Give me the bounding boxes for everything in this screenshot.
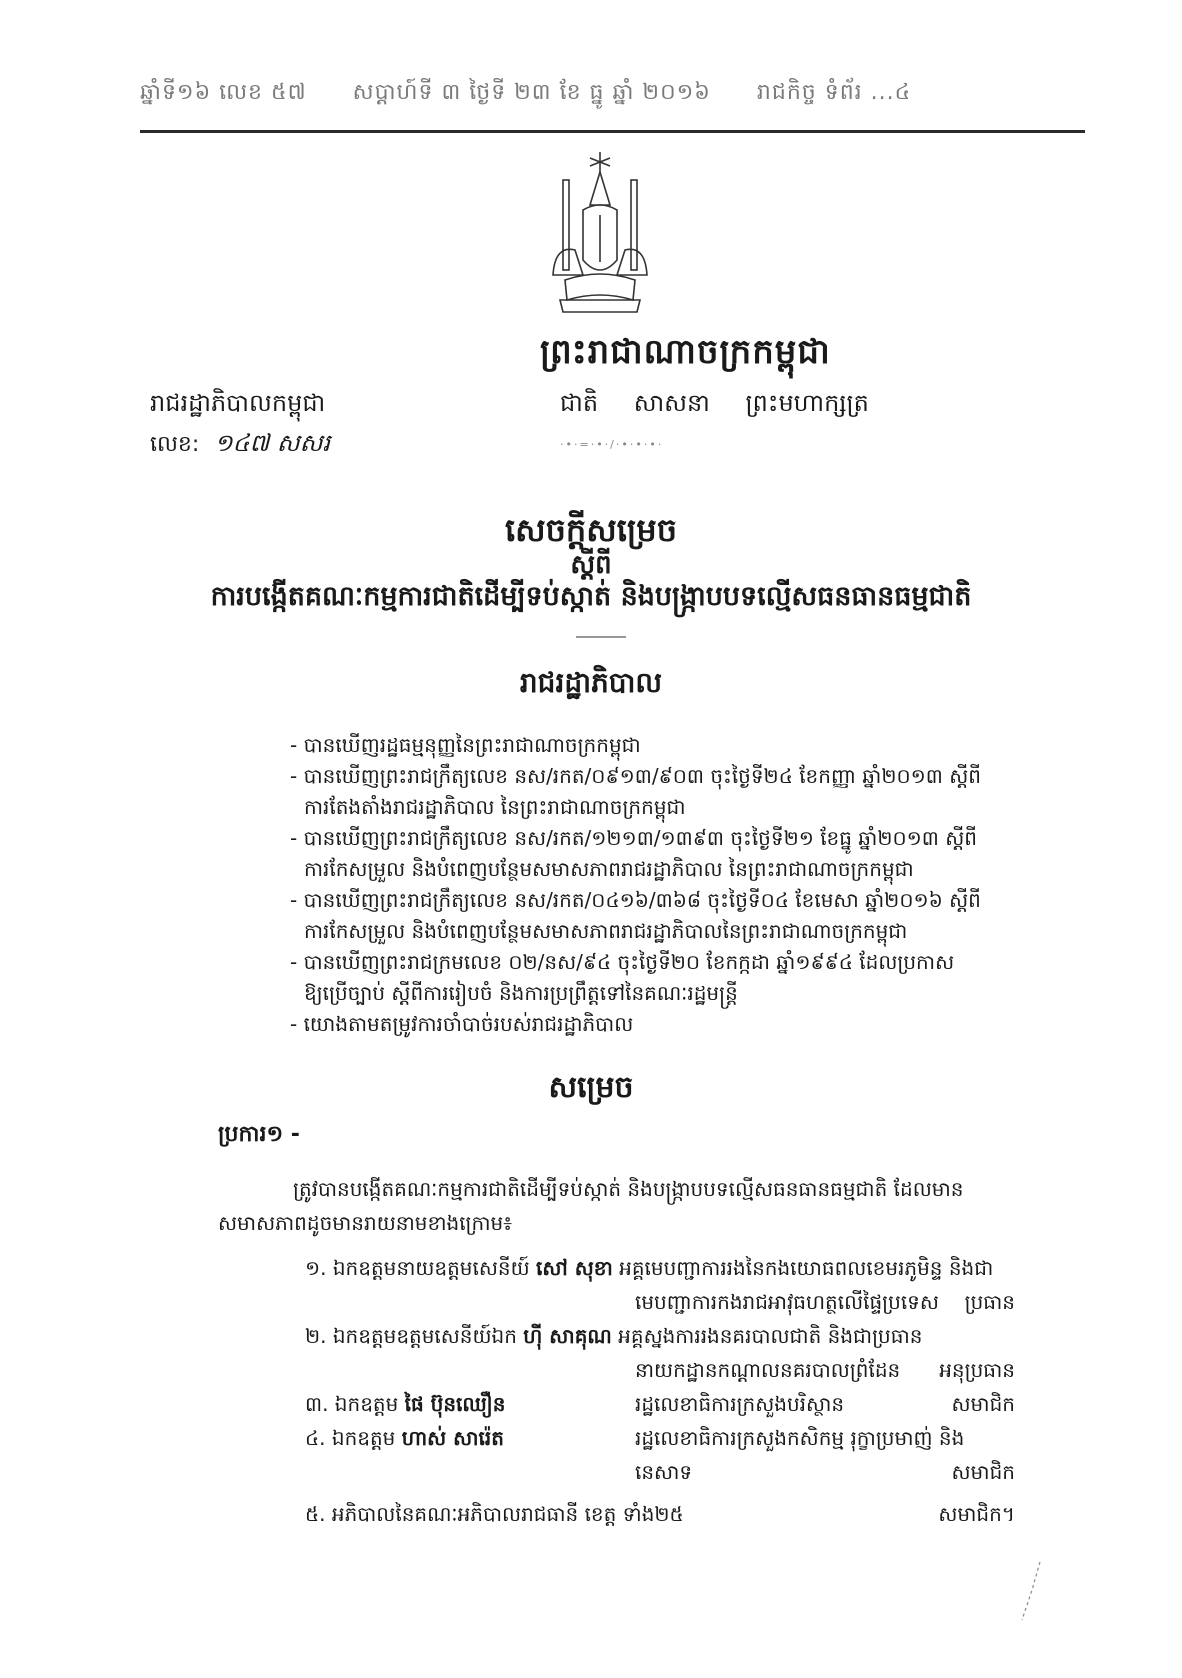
reference-handwritten-number: ១៤៧ សសរ <box>214 429 331 457</box>
decision-heading: សម្រេច <box>548 1070 634 1105</box>
member-title-name <box>305 1391 505 1421</box>
recital-item: - បានឃើញរដ្ឋធម្មនុញ្ញនៃព្រះរាជាណាចក្រកម្ពុជា <box>290 733 641 757</box>
gazette-page: រាជកិច្ច ទំព័រ ...៤ <box>756 80 912 105</box>
member-prefix: ១. ឯកឧត្តមនាយឧត្តមសេនីយ៍ <box>305 1256 530 1280</box>
member-name: ហ៊ី សាគុណ <box>523 1324 612 1348</box>
member-title-name <box>305 1255 993 1285</box>
reference-number <box>150 428 330 463</box>
member-position: អគ្គមេបញ្ជាការរងនៃកងយោធពលខេមរភូមិន្ទ និងជា <box>619 1256 994 1280</box>
recitals-list <box>290 730 1010 1040</box>
member-position-cont: មេបញ្ជាការកងរាជអាវុធហត្ថលើផ្ទៃប្រទេស <box>635 1290 939 1314</box>
government-heading: រាជរដ្ឋាភិបាល <box>519 666 663 699</box>
member-role: អនុប្រធាន <box>939 1358 1015 1382</box>
recital-item: - បានឃើញព្រះរាជក្រឹត្យលេខ នស/រកត/០៤១៦/៣៦៨ ចុះថ្ងៃទី០៤ ខែមេសា ឆ្នាំ២០១៦ ស្តីពី <box>290 888 981 912</box>
royal-coat-of-arms-icon <box>545 150 655 315</box>
gazette-volume: ឆ្នាំទី១៦ លេខ ៥៧ <box>140 80 307 105</box>
recital-item: - បានឃើញព្រះរាជក្រមលេខ ០២/នស/៩៤ ចុះថ្ងៃទី២០ ខែកក្កដា ឆ្នាំ១៩៩៤ ដែលប្រកាស <box>290 950 955 974</box>
member-title-name <box>305 1425 504 1455</box>
member-role: សមាជិក <box>951 1460 1015 1484</box>
recital-item: - យោងតាមតម្រូវការចាំបាច់របស់រាជរដ្ឋាភិបាល <box>290 1012 634 1036</box>
member-row <box>305 1425 1045 1459</box>
document-type-title: សេចក្តីសម្រេច <box>504 511 678 549</box>
member-row-cont <box>305 1459 1045 1493</box>
member-prefix: ២. ឯកឧត្តមឧត្តមសេនីយ៍ឯក <box>305 1324 517 1348</box>
member-title-name <box>305 1323 922 1353</box>
member-name: សៅ សុខា <box>536 1256 613 1280</box>
reference-label: លេខ: <box>150 432 200 457</box>
member-position-cont: នេសាទ <box>635 1460 693 1484</box>
member-name: ហាស់ សារ៉េត <box>401 1426 504 1450</box>
recital-item: - បានឃើញព្រះរាជក្រឹត្យលេខ នស/រកត/១២១៣/១៣៩៣ ចុះថ្ងៃទី២១ ខែធ្នូ ឆ្នាំ២០១៣ ស្តីពី <box>290 826 977 850</box>
recital-item-continuation: ការកែសម្រួល និងបំពេញបន្ថែមសមាសភាពរាជរដ្ឋាភិបាល នៃព្រះរាជាណាចក្រកម្ពុជា <box>304 857 914 881</box>
member-name: ផៃ ប៊ុនឈឿន <box>404 1392 506 1416</box>
article-1-paragraph <box>218 1172 1018 1240</box>
member-row <box>305 1391 1045 1425</box>
national-motto: ជាតិ សាសនា ព្រះមហាក្សត្រ <box>560 389 869 417</box>
member-row <box>305 1255 1045 1289</box>
gazette-date: សប្តាហ៍ទី ៣ ថ្ងៃទី ២៣ ខែ ធ្នូ ឆ្នាំ ២០១៦ <box>352 80 711 105</box>
paragraph-line: សមាសភាពដូចមានរាយនាមខាងក្រោម៖ <box>218 1211 513 1235</box>
member-position: រដ្ឋលេខាធិការក្រសួងកសិកម្ម រុក្ខាប្រមាញ់ និង <box>635 1426 965 1450</box>
kingdom-title: ព្រះរាជាណាចក្រកម្ពុជា <box>540 332 831 372</box>
member-role: សមាជិក។ <box>938 1502 1015 1526</box>
member-row-cont <box>305 1357 1045 1391</box>
title-separator <box>576 636 626 638</box>
member-position: អគ្គស្នងការរងនគរបាលជាតិ និងជាប្រធាន <box>618 1324 923 1348</box>
gazette-header <box>140 78 949 110</box>
paragraph-line: ត្រូវបានបង្កើតគណៈកម្មការជាតិដើម្បីទប់ស្កាត់ និងបង្ក្រាបបទល្មើសធនធានធម្មជាតិ ដែលមាន <box>293 1177 964 1201</box>
member-prefix: ៣. ឯកឧត្តម <box>305 1392 399 1416</box>
recital-item-continuation: ការតែងតាំងរាជរដ្ឋាភិបាល នៃព្រះរាជាណាចក្រកម្ពុជា <box>304 795 686 819</box>
member-title-name: ៥. អភិបាលនៃគណៈអភិបាលរាជធានី ខេត្ត ទាំង២៥ <box>305 1502 684 1526</box>
header-rule <box>140 130 1085 133</box>
committee-members <box>305 1255 1045 1535</box>
member-row <box>305 1323 1045 1357</box>
recital-item-continuation: ការកែសម្រួល និងបំពេញបន្ថែមសមាសភាពរាជរដ្ឋាភិបាលនៃព្រះរាជាណាចក្រកម្ពុជា <box>304 919 908 943</box>
member-role: ប្រធាន <box>964 1290 1015 1314</box>
member-position-cont: នាយកដ្ឋានកណ្តាលនគរបាលព្រំដែន <box>635 1358 901 1382</box>
issuing-authority: រាជរដ្ឋាភិបាលកម្ពុជា <box>150 389 326 417</box>
member-row <box>305 1501 1045 1535</box>
title-about: ស្តីពី <box>570 550 612 580</box>
document-subject: ការបង្កើតគណៈកម្មការជាតិដើម្បីទប់ស្កាត់ និងបង្ក្រាបបទល្មើសធនធានធម្មជាតិ <box>210 581 972 612</box>
motto-ornament: ·•·=·•·/·•·•·•· <box>560 438 664 451</box>
article-1-label: ប្រការ១ - <box>218 1122 300 1147</box>
recital-item-continuation: ឱ្យប្រើច្បាប់ ស្តីពីការរៀបចំ និងការប្រព្រឹត្តទៅនៃគណៈរដ្ឋមន្ត្រី <box>304 981 738 1005</box>
recital-item: - បានឃើញព្រះរាជក្រឹត្យលេខ នស/រកត/០៩១៣/៩០៣ ចុះថ្ងៃទី២៤ ខែកញ្ញា ឆ្នាំ២០១៣ ស្តីពី <box>290 764 981 788</box>
member-row-cont <box>305 1289 1045 1323</box>
member-prefix: ៤. ឯកឧត្តម <box>305 1426 396 1450</box>
member-role: សមាជិក <box>951 1392 1015 1416</box>
member-position: រដ្ឋលេខាធិការក្រសួងបរិស្ថាន <box>635 1392 845 1416</box>
signature-mark-icon <box>1010 1560 1050 1630</box>
